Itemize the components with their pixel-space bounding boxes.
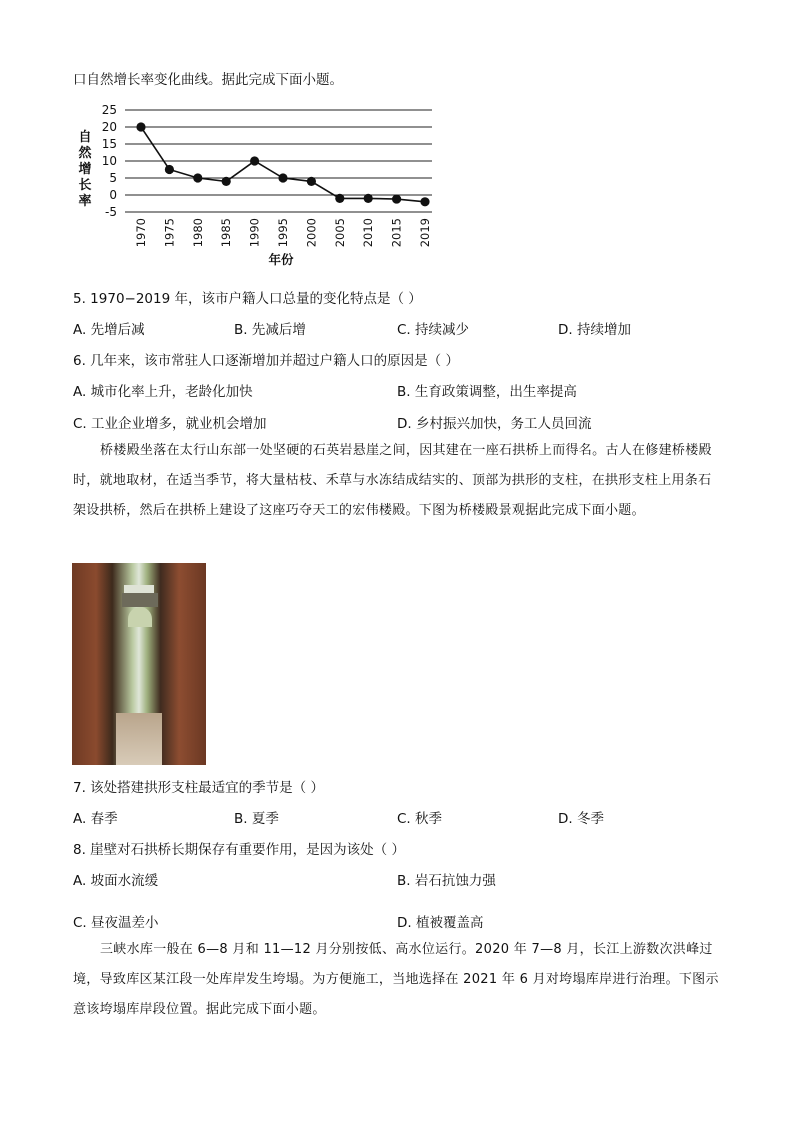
y-tick-label: 10 <box>101 154 117 168</box>
y-axis-label-char: 增 <box>78 162 92 177</box>
y-axis-label <box>78 129 92 209</box>
passage-bridge-hall: 桥楼殿坐落在太行山东部一处坚硬的石英岩悬崖之间，因其建在一座石拱桥上而得名。古人在修建桥楼殿时，就地取材，在适当季节，将大量枯枝、禾草与水冻结成结实的、顶部为拱形的支柱，在拱形支柱上用条石架设拱桥，然后在拱桥上建设了这座巧夺天工的宏伟楼殿。下图为桥楼殿景观据此完成下面小题。 <box>73 443 712 518</box>
q7-option-c[interactable]: C. 秋季 <box>397 811 443 827</box>
natural-growth-rate-chart <box>70 98 450 273</box>
x-tick-label: 1990 <box>247 218 262 248</box>
q5-option-c[interactable]: C. 持续减少 <box>397 322 470 338</box>
intro-line: 口自然增长率变化曲线。据此完成下面小题。 <box>73 72 343 88</box>
q7-option-b[interactable]: B. 夏季 <box>234 811 279 827</box>
bridge-hall-photo <box>72 563 206 765</box>
x-tick-label: 2015 <box>389 218 404 248</box>
q8-stem: 8. 崖壁对石拱桥长期保存有重要作用，是因为该处（ ） <box>73 842 405 858</box>
q5-stem: 5. 1970−2019 年，该市户籍人口总量的变化特点是（ ） <box>73 291 422 307</box>
q6-option-a[interactable]: A. 城市化率上升，老龄化加快 <box>73 384 253 400</box>
series-line <box>141 127 425 202</box>
x-tick-label: 2005 <box>332 218 347 248</box>
data-point <box>165 165 174 174</box>
data-point <box>420 197 429 206</box>
q8-option-b[interactable]: B. 岩石抗蚀力强 <box>397 873 496 889</box>
q8-option-c[interactable]: C. 昼夜温差小 <box>73 915 159 931</box>
x-tick-label: 2019 <box>418 218 432 248</box>
x-tick-label: 1995 <box>276 218 290 248</box>
y-tick-label: 0 <box>109 188 117 202</box>
q6-option-d[interactable]: D. 乡村振兴加快，务工人员回流 <box>397 416 592 432</box>
y-tick-label: 15 <box>101 137 117 151</box>
q7-stem: 7. 该处搭建拱形支柱最适宜的季节是（ ） <box>73 780 324 796</box>
data-point <box>136 122 145 131</box>
q6-option-b[interactable]: B. 生育政策调整，出生率提高 <box>397 384 577 400</box>
q8-option-d[interactable]: D. 植被覆盖高 <box>397 915 484 931</box>
y-axis-label-char: 率 <box>78 194 92 209</box>
y-tick-label: 20 <box>101 120 117 134</box>
y-axis-label-char: 自 <box>78 130 92 145</box>
data-point <box>307 177 316 186</box>
y-axis-label-char: 长 <box>78 178 92 193</box>
q6-option-c[interactable]: C. 工业企业增多，就业机会增加 <box>73 416 267 432</box>
data-point <box>222 177 231 186</box>
y-tick-label: 5 <box>109 171 117 185</box>
q5-option-b[interactable]: B. 先减后增 <box>234 322 306 338</box>
q7-option-a[interactable]: A. 春季 <box>73 811 118 827</box>
y-tick-label: 25 <box>101 103 117 117</box>
data-point <box>335 194 344 203</box>
x-tick-label: 1980 <box>190 218 205 248</box>
x-tick-label: 1985 <box>219 218 234 248</box>
data-point <box>250 156 259 165</box>
q6-stem: 6. 几年来，该市常驻人口逐渐增加并超过户籍人口的原因是（ ） <box>73 353 459 369</box>
x-tick-label: 1970 <box>134 218 148 248</box>
q7-option-d[interactable]: D. 冬季 <box>558 811 604 827</box>
x-tick-label: 2000 <box>304 218 319 248</box>
y-axis-label-char: 然 <box>78 146 92 161</box>
data-point <box>278 173 287 182</box>
q5-option-a[interactable]: A. 先增后减 <box>73 322 145 338</box>
q8-option-a[interactable]: A. 坡面水流缓 <box>73 873 159 889</box>
data-point <box>193 173 202 182</box>
x-tick-label: 2010 <box>361 218 376 248</box>
y-tick-label: -5 <box>105 205 117 219</box>
data-point <box>392 194 401 203</box>
x-axis-label: 年份 <box>268 252 294 267</box>
passage-three-gorges: 三峡水库一般在 6—8 月和 11—12 月分别按低、高水位运行。2020 年 7—8 月，长江上游数次洪峰过境，导致库区某江段一处库岸发生垮塌。为方便施工，当地选择在 2021 年 6 月对垮塌库岸进行治理。下图示意该垮塌库岸段位置。据此完成下面小题。 <box>73 942 719 1017</box>
data-point <box>364 194 373 203</box>
x-tick-label: 1975 <box>162 218 177 248</box>
q5-option-d[interactable]: D. 持续增加 <box>558 322 631 338</box>
